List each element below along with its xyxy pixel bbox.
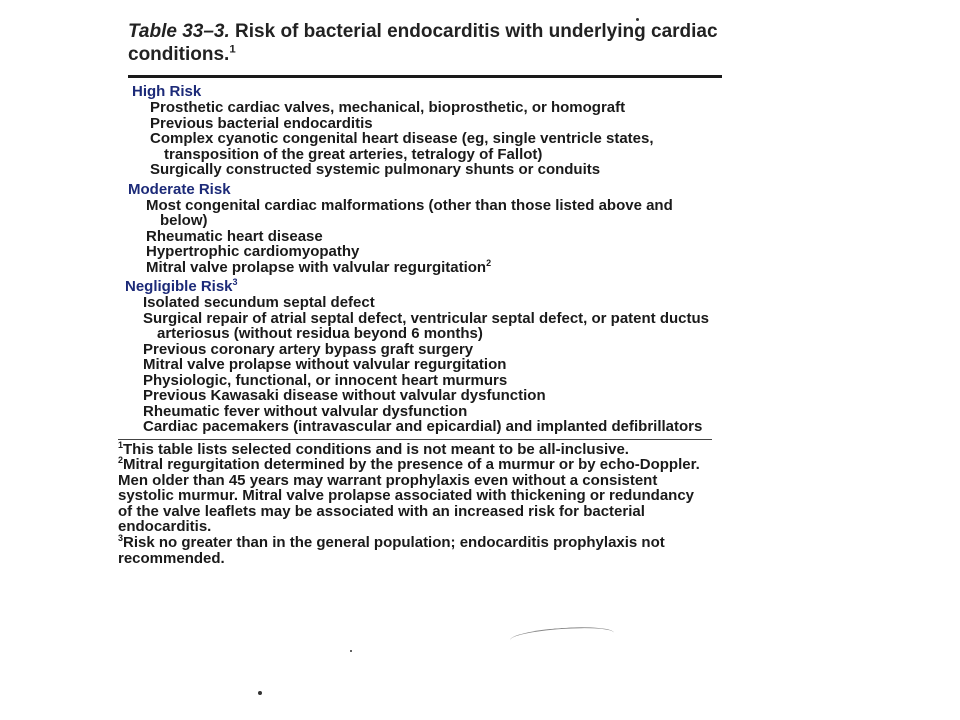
- list-item: Rheumatic heart disease: [146, 227, 323, 245]
- list-item: Previous Kawasaki disease without valvular dysfunction: [143, 387, 546, 404]
- scan-speck: [636, 18, 639, 21]
- scan-speck: [258, 691, 262, 695]
- section-moderate-risk: [128, 181, 720, 276]
- footnote-mark: 2: [118, 455, 124, 466]
- list-item: Physiologic, functional, or innocent heart murmurs: [143, 371, 508, 389]
- table-caption-text: Risk of bacterial endocarditis with underlying cardiac conditions.: [128, 21, 718, 65]
- table-caption-sup: 1: [229, 43, 236, 56]
- footnote-text: Mitral regurgitation determined by the presence of a murmur or by echo-Doppler. Men older than 45 years may warrant prophylaxis even without a consistent systolic murmur. Mitral valve prolapse associated with thickening or redundancy of the valve leaflets may be associated with an increased risk for bacterial endocarditis.: [118, 456, 700, 536]
- list-item: Surgical repair of atrial septal defect, ventricular septal defect, or patent ductus arteriosus (without residua beyond 6 months): [143, 309, 709, 342]
- scan-pencil-mark: [510, 624, 615, 648]
- list-item: Cardiac pacemakers (intravascular and epicardial) and implanted defibrillators: [143, 418, 703, 435]
- list-item: Rheumatic fever without valvular dysfunction: [143, 402, 468, 420]
- section-heading: Moderate Risk: [128, 180, 231, 198]
- list-item: Previous bacterial endocarditis: [150, 114, 373, 132]
- section-heading-text: Negligible Risk: [125, 278, 233, 295]
- footnote: [118, 535, 710, 566]
- list-item: Most congenital cardiac malformations (other than those listed above and below): [146, 196, 673, 229]
- list-item: Prosthetic cardiac valves, mechanical, bioprosthetic, or homograft: [150, 99, 626, 116]
- footnote: [118, 439, 710, 458]
- header-rule: [128, 75, 722, 78]
- footnote-mark: 3: [118, 533, 124, 544]
- table-label: Table 33–3.: [128, 21, 230, 42]
- list-item-text: Mitral valve prolapse with valvular regurgitation: [146, 258, 487, 276]
- footnote-text: This table lists selected conditions and is not meant to be all-inclusive.: [123, 440, 629, 458]
- scan-speck: [350, 650, 352, 652]
- footnote-rule: [118, 439, 712, 440]
- section-negligible-risk: [125, 278, 720, 435]
- section-high-risk: [132, 83, 720, 178]
- section-heading: [125, 278, 720, 295]
- list-item: Isolated secundum septal defect: [143, 294, 375, 311]
- footnote-mark: 1: [118, 439, 124, 450]
- footnote-text: Risk no greater than in the general population; endocarditis prophylaxis not recommended.: [118, 534, 665, 567]
- footnote: [118, 457, 710, 535]
- section-heading: High Risk: [132, 83, 202, 100]
- footnote-ref: 3: [232, 277, 238, 287]
- footnotes: [118, 439, 720, 567]
- table-caption: [128, 20, 720, 66]
- list-item: Hypertrophic cardiomyopathy: [146, 243, 360, 260]
- table-page: [118, 20, 720, 566]
- list-item: Surgically constructed systemic pulmonary shunts or conduits: [150, 161, 601, 178]
- list-item: Previous coronary artery bypass graft surgery: [143, 340, 474, 358]
- list-item: Mitral valve prolapse without valvular regurgitation: [143, 356, 507, 373]
- list-item: [128, 257, 720, 276]
- list-item: Complex cyanotic congenital heart disease (eg, single ventricle states, transposition of the great arteries, tetralogy of Fallot): [150, 130, 654, 163]
- footnote-ref: 2: [486, 257, 492, 268]
